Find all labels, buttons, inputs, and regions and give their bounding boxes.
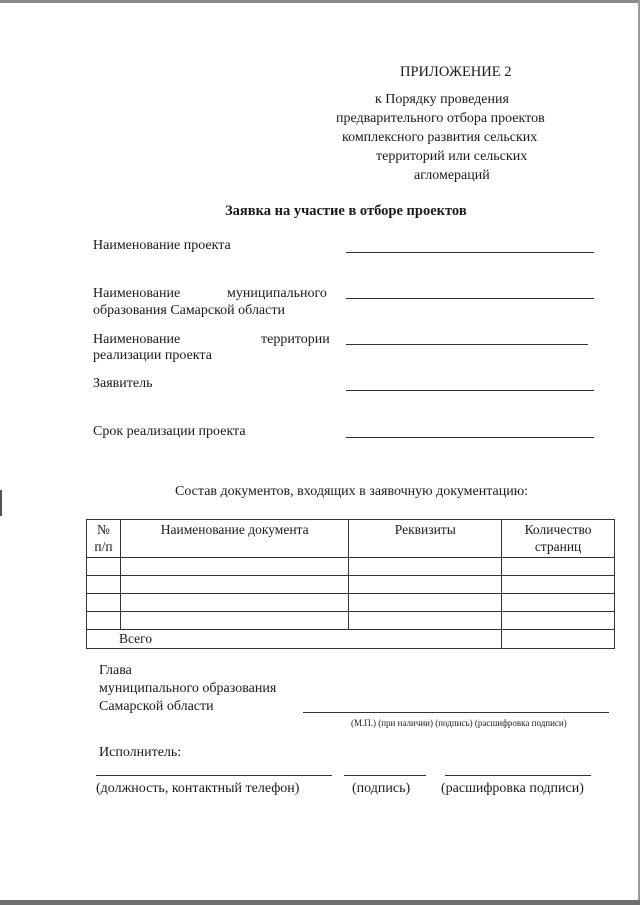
executor-label: Исполнитель: <box>99 745 182 760</box>
scan-edge-mark <box>0 490 2 516</box>
table-cell[interactable] <box>87 612 121 630</box>
annex-title: ПРИЛОЖЕНИЕ 2 <box>400 64 512 80</box>
table-header-row <box>87 520 615 558</box>
executor-position-caption: (должность, контактный телефон) <box>96 781 300 796</box>
header-document-name: Наименование документа <box>120 520 349 558</box>
page-border-top <box>0 0 640 3</box>
total-label: Всего <box>87 630 502 649</box>
field-label-term: Срок реализации проекта <box>93 424 246 439</box>
executor-position-line[interactable] <box>96 775 332 776</box>
header-count-line: страниц <box>534 539 582 554</box>
table-cell[interactable] <box>87 558 121 576</box>
head-signature-line[interactable] <box>303 712 609 713</box>
table-cell[interactable] <box>87 576 121 594</box>
annex-line: агломераций <box>414 168 490 183</box>
table-cell[interactable] <box>502 594 615 612</box>
form-title: Заявка на участие в отборе проектов <box>225 203 467 219</box>
header-page-count <box>502 520 615 558</box>
table-cell[interactable] <box>502 558 615 576</box>
documents-table <box>86 519 615 649</box>
composition-heading: Состав документов, входящих в заявочную документацию: <box>175 484 529 499</box>
territory-field[interactable] <box>346 344 588 345</box>
table-cell[interactable] <box>349 558 502 576</box>
applicant-field[interactable] <box>346 390 594 391</box>
table-row <box>87 576 615 594</box>
table-cell[interactable] <box>502 576 615 594</box>
header-requisites: Реквизиты <box>349 520 502 558</box>
field-label-word: территории <box>261 332 330 347</box>
field-label-project-name: Наименование проекта <box>93 238 231 253</box>
term-field[interactable] <box>346 437 594 438</box>
annex-line: предварительного отбора проектов <box>336 111 545 126</box>
table-total-row <box>87 630 615 649</box>
table-cell[interactable] <box>349 612 502 630</box>
table-cell[interactable] <box>349 594 502 612</box>
head-title: Самарской области <box>99 699 214 714</box>
table-cell[interactable] <box>120 576 349 594</box>
table-cell[interactable] <box>349 576 502 594</box>
field-label-line: образования Самарской области <box>93 303 285 318</box>
header-number-line: № <box>97 522 110 537</box>
header-number <box>87 520 121 558</box>
field-label-word: муниципального <box>227 286 327 301</box>
table-cell[interactable] <box>87 594 121 612</box>
table-row <box>87 612 615 630</box>
table-cell[interactable] <box>502 612 615 630</box>
municipality-field[interactable] <box>346 298 594 299</box>
project-name-field[interactable] <box>346 252 594 253</box>
field-label-territory: Наименование <box>93 332 181 347</box>
annex-line: комплексного развития сельских <box>342 130 538 145</box>
table-row <box>87 558 615 576</box>
head-title: муниципального образования <box>99 681 277 696</box>
table-cell[interactable] <box>120 558 349 576</box>
executor-decoding-caption: (расшифровка подписи) <box>441 781 584 796</box>
field-label-municipality <box>93 285 180 303</box>
header-number-line: п/п <box>94 539 113 554</box>
annex-line: территорий или сельских <box>376 149 528 164</box>
page-border-bottom <box>0 900 640 905</box>
executor-decoding-line[interactable] <box>445 775 591 776</box>
executor-signature-line[interactable] <box>344 775 426 776</box>
executor-signature-caption: (подпись) <box>352 781 411 796</box>
annex-line: к Порядку проведения <box>375 92 509 107</box>
total-value-cell[interactable] <box>502 630 615 649</box>
table-row <box>87 594 615 612</box>
head-title: Глава <box>99 663 132 678</box>
field-label-word: Наименование <box>93 286 181 301</box>
table-cell[interactable] <box>120 594 349 612</box>
field-label-applicant: Заявитель <box>93 376 153 391</box>
header-count-line: Количество <box>524 522 592 537</box>
field-label-line: реализации проекта <box>93 348 212 363</box>
head-signature-caption: (М.П.) (при наличии) (подпись) (расшифровка подписи) <box>351 718 567 728</box>
table-cell[interactable] <box>120 612 349 630</box>
